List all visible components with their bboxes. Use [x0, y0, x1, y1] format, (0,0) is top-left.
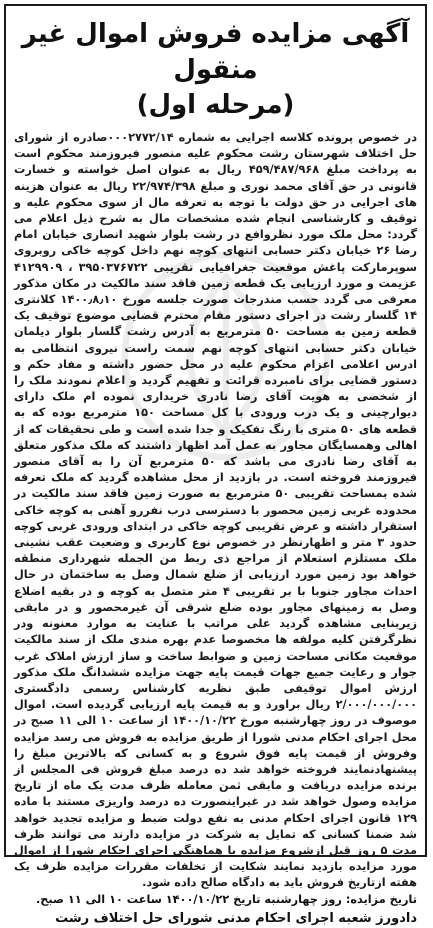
auction-datetime: تاریخ مزایده: روز چهارشنبه تاریخ ۱۴۰۰/۱۰/۲۲ ساعت ۱۰ الی ۱۱ صبح. [35, 892, 417, 906]
notice-frame [4, 4, 427, 926]
page-subtitle: (مرحله اول) [136, 90, 295, 120]
issuer-signature: دادورز شعبه اجرای احکام مدنی شورای حل اختلاف رشت [55, 910, 417, 926]
page-title: آگهی مزایده فروش اموال غیر منقول [21, 19, 410, 85]
notice-body: در خصوص پرونده کلاسه اجرایی به شماره ۰۰۰۲۷۷۲/۱۴صادره از شورای حل اختلاف شهرستان رشت محکوم علیه منصور فیروزمند محکوم است به پرداخت مبلغ ۴۵۹/۴۸۷/۹۶۸ ریال به عنوان اصل خواسته و خسارت قانونی در حق آقای محمد نوری و مبلغ ۲۲/۹۷۴/۳۹۸ ریال به عنوان هزینه های اجرایی در حق دولت با توجه به تعرفه مال از سوی محکوم علیه و توقیف و کارشناسی انجام شده مشخصات مال به شرح ذیل اعلام می گردد: محل ملک مورد نظروافع در رشت بلوار شهید انصاری خیابان امام رضا ۲۶ خیابان دکتر حسابی انتهای کوچه نهم داخل کوچه خاکی روبروی سوپرمارکت پاغش موقعیت جغرافیایی تقریبی ۳۹۵۰۳۷۶۷۲۲ ، ۴۱۲۹۹۰۹ عزیمت و مورد ارزیابی یک قطعه زمین فاقد سند مالکیت در مکان مذکور معرفی می گردد حسب مندرجات صورت جلسه مورخ ۱۴۰۰٫۸٫۱۰ کلانتری ۱۴ گلسار رشت در اجرای دستور مقام محترم قضایی موضوع توقیف یک قطعه زمین به مساحت ۵۰ مترمربع به آدرس رشت گلسار بلوار دیلمان خیابان دکتر حسابی انتهای کوچه نهم سمت راست نیروی انتظامی به ادرس اعلامی اعزام محکوم علیه در محل حضور داشته و مفاد حکم و دستور قضایی برای نامبرده قرائت و تفهیم گردید و اعلام نمودند ملک را از شخصی به هویت آقای رضا نادری خریداری نموده ام ملک دارای دیوارچینی و یک درب ورودی با کل مساحت ۱۵۰ مترمربع بوده که به قطعه های ۵۰ متری با رنگ تفکیک و جدا شده است و طی تحقیقات که از اهالی وهمسایگان مجاور به عمل آمد اظهار داشتند که ملک مذکور متعلق به آقای رضا نادری می باشد که ۵۰ مترمربع آن را به آقای منصور فیروزمند فروخته است. در بازدید از محل مشاهده گردید که ملک تعرفه شده بمساحت تقریبی ۵۰ مترمربع به صورت زمین فاقد سند مالکیت در محدوده غربی زمین محصور با دسترسی درب نفررو آهنی به کوچه خاکی استقرار داشته و عرض تقریبی کوچه خاکی در ابتدای ورودی غربی کوچه حدود ۳ متر و اظهارنظر در خصوص نوع کاربری و وضعیت عقب نشینی ملک مستلزم استعلام از مراجع ذی ربط من الجمله شهرداری منطقه خواهد بود زمین مورد ارزیابی از ضلع شمال وصل به ساختمان در حال احداث مجاور جنوبا با بر تقریبی ۴ متر متصل به کوچه و در بقیه اضلاع وصل به زمینهای مجاور بوده ضلع شرقی آن غیرمحصور و در مابقی زیربنایی مشاهده گردید علی مراتب با عنایت به موارد معنونه ودر نظرگرفتن کلیه مولفه ها مخصوصا عدم بهره مندی ملک از سند مالکیت موقعیت مکانی مساحت زمین و ضوابط ساخت و ساز ارزش املاک غرب جوار و رعایت جمیع جهات قیمت پایه جهت مزایده ششدانگ ملک مذکور ارزش اموال توقیفی طبق نظریه کارشناس رسمی دادگستری ۲/۰۰۰/۰۰۰/۰۰۰ ریال براورد و به قیمت پایه ارزیابی گردیده است. اموال موصوف در روز چهارشنبه مورخ ۱۴۰۰/۱۰/۲۲ از ساعت ۱۰ الی ۱۱ صبح در محل اجرای احکام مدنی شورا از طریق مزایده به فروش می رسد مزایده وفروش از قیمت پایه فوق شروع و به کسانی که بالاترین مبلغ را پیشنهادنمایند فروخته خواهد شد ده درصد مبلغ فروش فی المجلس از برنده مزایده دریافت و مابقی ثمن معامله ظرف مدت یک ماه از تاریخ مزایده وصول خواهد شد در غیراینصورت ده درصد واریزی مستند با ماده ۱۲۹ قانون اجرای احکام مدنی به نفع دولت ضبط و مزایده تجدید خواهد شد ضمنا کسانی که تمایل به شرکت در مزایده دارند می توانند ظرف مدت ۵ روز قبل ازشروع مزایده با هماهنگی اجرای احکام شورا از اموال مورد مزایده بازدید نمایند شکایت از تخلفات مقررات مزایده ظرف یک هفته ازتاریخ فروش باید به دادگاه صالح داده شود. [14, 131, 418, 890]
